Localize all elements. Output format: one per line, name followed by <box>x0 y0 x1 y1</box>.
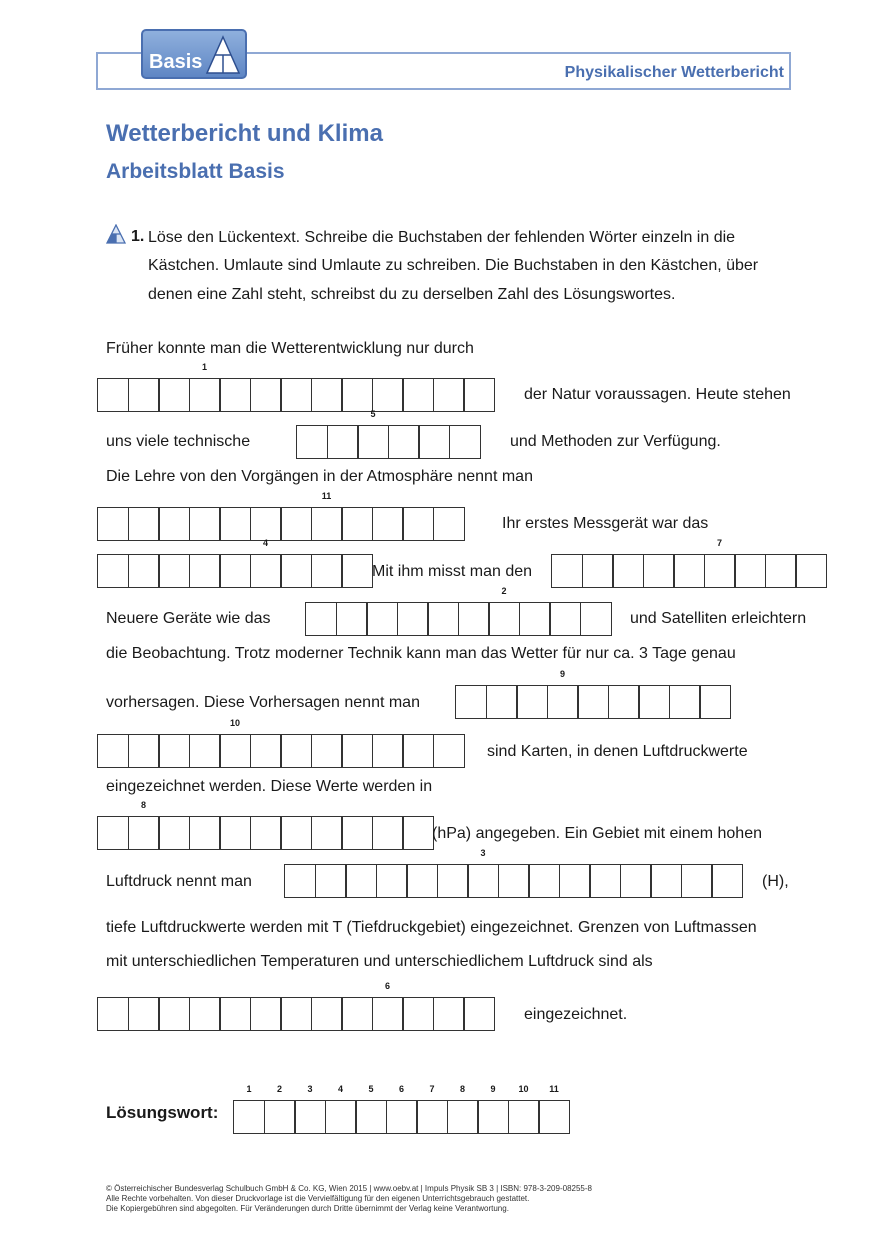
solution-letter-box[interactable] <box>355 1084 387 1134</box>
footer <box>106 1184 592 1214</box>
letter-box[interactable] <box>219 378 251 412</box>
letter-box[interactable] <box>765 554 797 588</box>
solution-box-number: 6 <box>398 1084 404 1094</box>
letter-box[interactable] <box>734 554 766 588</box>
answer-box-row <box>305 586 612 636</box>
solution-box-number: 5 <box>368 1084 374 1094</box>
box-number: 3 <box>480 848 486 858</box>
letter-box[interactable] <box>528 864 560 898</box>
letter-box[interactable] <box>516 685 548 719</box>
letter-box[interactable] <box>189 362 221 412</box>
letter-box[interactable] <box>650 864 682 898</box>
solution-letter-box[interactable] <box>508 1084 540 1134</box>
cloze-text: vorhersagen. Diese Vorhersagen nennt man <box>106 694 420 711</box>
box-number: 2 <box>501 586 507 596</box>
letter-box[interactable] <box>433 378 465 412</box>
solution-letter-box[interactable] <box>325 1084 357 1134</box>
solution-letter-box[interactable] <box>447 1084 479 1134</box>
letter-box[interactable] <box>372 816 404 850</box>
letter-box[interactable] <box>128 507 160 541</box>
letter-box[interactable] <box>669 685 701 719</box>
letter-box[interactable] <box>219 816 251 850</box>
letter-box[interactable] <box>372 378 404 412</box>
answer-box-row <box>97 718 465 768</box>
cloze-text: sind Karten, in denen Luftdruckwerte <box>487 743 748 760</box>
solution-box-number: 2 <box>276 1084 282 1094</box>
solution-letter-box[interactable] <box>264 1084 296 1134</box>
cloze-text: tiefe Luftdruckwerte werden mit T (Tiefdruckgebiet) eingezeichnet. Grenzen von Luftmassen <box>106 919 757 936</box>
solution-box-number: 7 <box>429 1084 435 1094</box>
box-number: 9 <box>559 669 565 679</box>
letter-box[interactable] <box>582 554 614 588</box>
pyramid-icon <box>205 35 241 75</box>
solution-label: Lösungswort: <box>106 1103 219 1122</box>
letter-box[interactable] <box>427 602 459 636</box>
answer-box-row <box>97 362 495 412</box>
solution-box-number: 1 <box>246 1084 252 1094</box>
letter-box[interactable] <box>551 554 583 588</box>
letter-box[interactable] <box>189 554 221 588</box>
letter-box[interactable] <box>158 734 190 768</box>
letter-box[interactable] <box>433 507 465 541</box>
letter-box[interactable] <box>305 602 337 636</box>
box-number: 4 <box>262 538 268 548</box>
letter-box[interactable] <box>158 816 190 850</box>
box-number: 6 <box>384 981 390 991</box>
letter-box[interactable] <box>219 997 251 1031</box>
letter-box[interactable] <box>97 554 129 588</box>
solution-letter-box[interactable] <box>477 1084 509 1134</box>
letter-box[interactable] <box>296 425 328 459</box>
letter-box[interactable] <box>219 554 251 588</box>
letter-box[interactable] <box>284 864 316 898</box>
box-number: 7 <box>716 538 722 548</box>
solution-box-number: 10 <box>518 1084 529 1094</box>
letter-box[interactable] <box>250 507 282 541</box>
letter-box[interactable] <box>463 997 495 1031</box>
letter-box[interactable] <box>612 554 644 588</box>
cloze-text: Mit ihm misst man den <box>372 563 533 580</box>
letter-box[interactable] <box>397 602 429 636</box>
answer-box-row <box>97 538 373 588</box>
letter-box[interactable] <box>315 864 347 898</box>
solution-box-number: 3 <box>307 1084 313 1094</box>
cloze-text: eingezeichnet. <box>524 1006 628 1023</box>
letter-box[interactable] <box>402 507 434 541</box>
solution-letter-box[interactable] <box>416 1084 448 1134</box>
solution-box-row <box>233 1084 570 1134</box>
letter-box[interactable] <box>402 816 434 850</box>
letter-box[interactable] <box>158 378 190 412</box>
cloze-text: Die Lehre von den Vorgängen in der Atmosphäre nennt man <box>106 468 533 485</box>
answer-box-row <box>296 409 481 459</box>
box-number: 5 <box>370 409 376 419</box>
letter-box[interactable] <box>158 507 190 541</box>
letter-box[interactable] <box>643 554 675 588</box>
answer-box-row <box>97 800 434 850</box>
cloze-text: Früher konnte man die Wetterentwicklung nur durch <box>106 340 474 357</box>
letter-box[interactable] <box>608 685 640 719</box>
letter-box[interactable] <box>418 425 450 459</box>
letter-box[interactable] <box>128 378 160 412</box>
answer-box-row <box>455 669 731 719</box>
letter-box[interactable] <box>341 554 373 588</box>
letter-box[interactable] <box>97 507 129 541</box>
letter-box[interactable] <box>189 997 221 1031</box>
page-title: Wetterbericht und Klima <box>106 120 383 147</box>
letter-box[interactable] <box>519 602 551 636</box>
logo-text: Basis <box>149 51 203 73</box>
letter-box[interactable] <box>488 586 520 636</box>
letter-box[interactable] <box>433 997 465 1031</box>
footer-line: Alle Rechte vorbehalten. Von dieser Druckvorlage ist die Vervielfältigung für den eigenen Unterrichtsgebrauch gestattet. <box>106 1194 530 1203</box>
letter-box[interactable] <box>463 378 495 412</box>
letter-box[interactable] <box>366 602 398 636</box>
letter-box[interactable] <box>559 864 591 898</box>
letter-box[interactable] <box>467 848 499 898</box>
letter-box[interactable] <box>219 718 251 768</box>
letter-box[interactable] <box>311 997 343 1031</box>
pyramid-level-icon <box>106 224 126 244</box>
letter-box[interactable] <box>402 997 434 1031</box>
cloze-text: uns viele technische <box>106 433 251 450</box>
cloze-text: und Methoden zur Verfügung. <box>510 433 721 450</box>
letter-box[interactable] <box>402 734 434 768</box>
letter-box[interactable] <box>357 409 389 459</box>
task-instruction-line: Kästchen. Umlaute sind Umlaute zu schreiben. Die Buchstaben in den Kästchen, über <box>148 257 759 274</box>
header-title: Physikalischer Wetterbericht <box>564 64 784 81</box>
letter-box[interactable] <box>388 425 420 459</box>
letter-box[interactable] <box>280 378 312 412</box>
footer-line: Die Kopiergebühren sind abgegolten. Für Veränderungen durch Dritte übernimmt der Verlag keine Verantwortung. <box>106 1204 509 1213</box>
letter-box[interactable] <box>97 816 129 850</box>
letter-box[interactable] <box>620 864 652 898</box>
letter-box[interactable] <box>128 734 160 768</box>
letter-box[interactable] <box>341 734 373 768</box>
letter-box[interactable] <box>577 685 609 719</box>
letter-box[interactable] <box>376 864 408 898</box>
solution-box-number: 4 <box>337 1084 343 1094</box>
letter-box[interactable] <box>406 864 438 898</box>
letter-box[interactable] <box>341 378 373 412</box>
solution-letter-box[interactable] <box>538 1084 570 1134</box>
letter-box[interactable] <box>580 602 612 636</box>
letter-box[interactable] <box>498 864 530 898</box>
cloze-text: (H), <box>762 873 789 890</box>
letter-box[interactable] <box>158 554 190 588</box>
letter-box[interactable] <box>219 507 251 541</box>
letter-box[interactable] <box>711 864 743 898</box>
letter-box[interactable] <box>681 864 713 898</box>
footer-line: © Österreichischer Bundesverlag Schulbuch GmbH & Co. KG, Wien 2015 | www.oebv.at | Impuls Physik SB 3 | ISBN: 978-3-209-08255-8 <box>106 1184 592 1193</box>
cloze-text: Neuere Geräte wie das <box>106 610 271 627</box>
letter-box[interactable] <box>250 816 282 850</box>
letter-box[interactable] <box>372 734 404 768</box>
solution-letter-box[interactable] <box>294 1084 326 1134</box>
letter-box[interactable] <box>189 816 221 850</box>
answer-box-row <box>551 538 827 588</box>
letter-box[interactable] <box>250 378 282 412</box>
letter-box[interactable] <box>250 734 282 768</box>
letter-box[interactable] <box>280 997 312 1031</box>
cloze-text: eingezeichnet werden. Diese Werte werden in <box>106 778 433 795</box>
letter-box[interactable] <box>158 997 190 1031</box>
basis-logo <box>141 29 247 79</box>
solution-letter-box[interactable] <box>386 1084 418 1134</box>
letter-box[interactable] <box>336 602 368 636</box>
letter-box[interactable] <box>250 538 282 588</box>
letter-box[interactable] <box>458 602 490 636</box>
letter-box[interactable] <box>189 507 221 541</box>
task-instruction-line: denen eine Zahl steht, schreibst du zu derselben Zahl des Lösungswortes. <box>148 286 676 303</box>
letter-box[interactable] <box>433 734 465 768</box>
box-number: 8 <box>140 800 146 810</box>
letter-box[interactable] <box>341 816 373 850</box>
cloze-text: und Satelliten erleichtern <box>630 610 807 627</box>
answer-box-row <box>97 491 465 541</box>
letter-box[interactable] <box>449 425 481 459</box>
letter-box[interactable] <box>280 816 312 850</box>
letter-box[interactable] <box>795 554 827 588</box>
cloze-text: Luftdruck nennt man <box>106 873 252 890</box>
letter-box[interactable] <box>547 669 579 719</box>
letter-box[interactable] <box>280 554 312 588</box>
letter-box[interactable] <box>327 425 359 459</box>
letter-box[interactable] <box>97 734 129 768</box>
answer-box-row <box>97 981 495 1031</box>
letter-box[interactable] <box>128 997 160 1031</box>
solution-letter-box[interactable] <box>233 1084 265 1134</box>
letter-box[interactable] <box>311 491 343 541</box>
page-subtitle: Arbeitsblatt Basis <box>106 160 285 183</box>
box-number: 10 <box>229 718 240 728</box>
letter-box[interactable] <box>311 554 343 588</box>
letter-box[interactable] <box>372 507 404 541</box>
letter-box[interactable] <box>638 685 670 719</box>
letter-box[interactable] <box>341 507 373 541</box>
letter-box[interactable] <box>280 734 312 768</box>
answer-box-row <box>284 848 743 898</box>
letter-box[interactable] <box>311 816 343 850</box>
letter-box[interactable] <box>372 981 404 1031</box>
cloze-text: der Natur voraussagen. Heute stehen <box>524 386 791 403</box>
letter-box[interactable] <box>97 378 129 412</box>
letter-box[interactable] <box>341 997 373 1031</box>
letter-box[interactable] <box>128 800 160 850</box>
task-instruction-line: Löse den Lückentext. Schreibe die Buchstaben der fehlenden Wörter einzeln in die <box>148 229 736 246</box>
letter-box[interactable] <box>486 685 518 719</box>
letter-box[interactable] <box>189 734 221 768</box>
letter-box[interactable] <box>704 538 736 588</box>
letter-box[interactable] <box>673 554 705 588</box>
cloze-text: mit unterschiedlichen Temperaturen und unterschiedlichem Luftdruck sind als <box>106 953 653 970</box>
letter-box[interactable] <box>437 864 469 898</box>
box-number: 11 <box>321 491 332 501</box>
cloze-text: die Beobachtung. Trotz moderner Technik kann man das Wetter für nur ca. 3 Tage genau <box>106 645 736 662</box>
cloze-text: Ihr erstes Messgerät war das <box>502 515 709 532</box>
solution-box-number: 8 <box>459 1084 465 1094</box>
box-number: 1 <box>201 362 207 372</box>
letter-box[interactable] <box>345 864 377 898</box>
letter-box[interactable] <box>589 864 621 898</box>
letter-box[interactable] <box>549 602 581 636</box>
letter-box[interactable] <box>128 554 160 588</box>
letter-box[interactable] <box>280 507 312 541</box>
letter-box[interactable] <box>455 685 487 719</box>
solution-box-number: 11 <box>549 1084 559 1094</box>
letter-box[interactable] <box>97 997 129 1031</box>
letter-box[interactable] <box>402 378 434 412</box>
task-number: 1. <box>131 228 145 245</box>
letter-box[interactable] <box>250 997 282 1031</box>
solution-box-number: 9 <box>490 1084 496 1094</box>
letter-box[interactable] <box>311 378 343 412</box>
cloze-text: (hPa) angegeben. Ein Gebiet mit einem hohen <box>432 825 762 842</box>
letter-box[interactable] <box>311 734 343 768</box>
letter-box[interactable] <box>699 685 731 719</box>
